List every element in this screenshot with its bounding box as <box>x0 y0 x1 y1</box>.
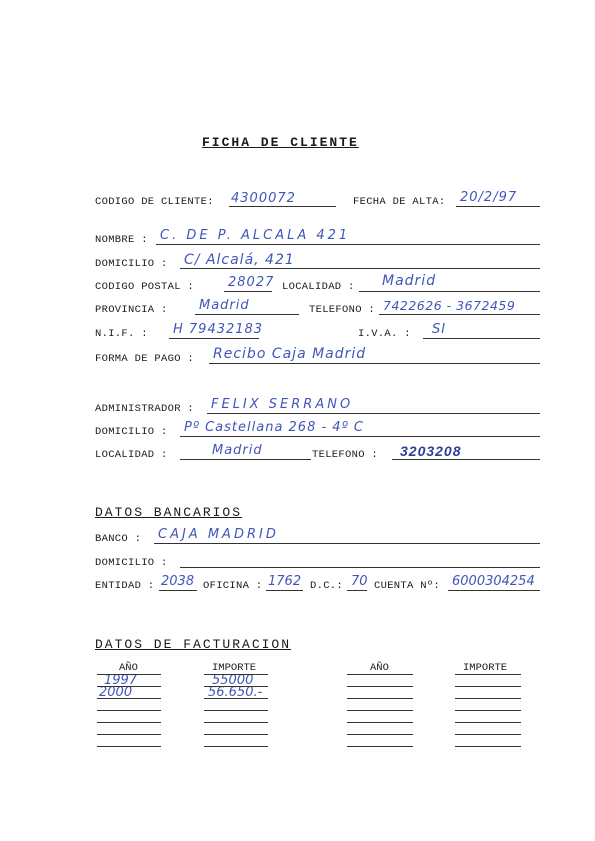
fecha-alta-value[interactable]: 20/2/97 <box>460 190 518 205</box>
forma-pago-line <box>209 363 540 364</box>
iva-label: I.V.A. : <box>358 328 411 340</box>
banco-label: BANCO : <box>95 533 142 545</box>
admin-localidad-label: LOCALIDAD : <box>95 449 168 461</box>
billing-amount-1[interactable]: 55000 <box>212 673 254 688</box>
dc-value[interactable]: 70 <box>351 574 368 589</box>
admin-telefono-value[interactable]: 3203208 <box>400 443 462 459</box>
codigo-cliente-line <box>229 206 336 207</box>
codigo-postal-line <box>224 291 272 292</box>
localidad-value[interactable]: Madrid <box>382 273 437 289</box>
admin-localidad-line <box>180 459 311 460</box>
billing-row-line <box>347 734 413 735</box>
col-year-left: AÑO <box>119 662 138 674</box>
telefono-line <box>379 314 540 315</box>
billing-row-line <box>347 710 413 711</box>
billing-row-line <box>204 722 268 723</box>
billing-row-line <box>455 686 521 687</box>
entidad-line <box>159 590 197 591</box>
admin-domicilio-value[interactable]: Pº Castellana 268 - 4º C <box>184 420 364 435</box>
bank-domicilio-label: DOMICILIO : <box>95 557 168 569</box>
telefono-label: TELEFONO : <box>309 304 376 316</box>
nombre-line <box>156 244 540 245</box>
billing-year-2[interactable]: 2000 <box>99 685 133 700</box>
codigo-postal-value[interactable]: 28027 <box>228 275 275 290</box>
iva-line <box>423 338 540 339</box>
col-amount-right: IMPORTE <box>463 662 508 674</box>
nombre-label: NOMBRE : <box>95 234 148 246</box>
billing-row-line <box>455 746 521 747</box>
localidad-line <box>359 291 540 292</box>
admin-domicilio-label: DOMICILIO : <box>95 426 168 438</box>
admin-domicilio-line <box>180 436 540 437</box>
nif-value[interactable]: H 79432183 <box>173 322 264 337</box>
billing-row-line <box>204 698 268 699</box>
billing-row-line <box>347 746 413 747</box>
billing-row-line <box>97 686 161 687</box>
billing-amount-2[interactable]: 56.650.- <box>208 685 263 700</box>
administrador-label: ADMINISTRADOR : <box>95 403 195 415</box>
billing-row-line <box>204 686 268 687</box>
provincia-value[interactable]: Madrid <box>199 298 250 313</box>
dc-line <box>347 590 367 591</box>
dc-label: D.C.: <box>310 580 344 592</box>
cuenta-line <box>448 590 540 591</box>
localidad-label: LOCALIDAD : <box>282 281 355 293</box>
banco-line <box>154 543 540 544</box>
domicilio-value[interactable]: C/ Alcalá, 421 <box>184 252 295 268</box>
cuenta-value[interactable]: 6000304254 <box>452 574 535 589</box>
billing-row-line <box>455 674 521 675</box>
billing-row-line <box>97 734 161 735</box>
billing-row-line <box>455 734 521 735</box>
billing-row-line <box>347 674 413 675</box>
telefono-value[interactable]: 7422626 - 3672459 <box>383 298 516 313</box>
admin-telefono-line <box>392 459 540 460</box>
page-title: FICHA DE CLIENTE <box>202 135 359 150</box>
billing-row-line <box>97 674 161 675</box>
billing-row-line <box>204 674 268 675</box>
entidad-label: ENTIDAD : <box>95 580 155 592</box>
billing-row-line <box>97 722 161 723</box>
billing-row-line <box>455 698 521 699</box>
col-amount-left: IMPORTE <box>212 662 257 674</box>
billing-row-line <box>455 722 521 723</box>
admin-telefono-label: TELEFONO : <box>312 449 379 461</box>
iva-value[interactable]: SI <box>432 322 447 337</box>
nif-label: N.I.F. : <box>95 328 148 340</box>
domicilio-line <box>180 268 540 269</box>
billing-year-1[interactable]: 1997 <box>104 673 138 688</box>
provincia-label: PROVINCIA : <box>95 304 168 316</box>
col-year-right: AÑO <box>370 662 389 674</box>
nombre-value[interactable]: C. DE P. ALCALA 421 <box>160 228 351 243</box>
administrador-line <box>207 413 540 414</box>
entidad-value[interactable]: 2038 <box>161 574 195 589</box>
codigo-cliente-label: CODIGO DE CLIENTE: <box>95 196 214 208</box>
datos-bancarios-heading: DATOS BANCARIOS <box>95 505 243 520</box>
billing-row-line <box>97 746 161 747</box>
provincia-line <box>195 314 299 315</box>
billing-row-line <box>347 698 413 699</box>
fecha-alta-line <box>456 206 540 207</box>
datos-facturacion-heading: DATOS DE FACTURACION <box>95 637 292 652</box>
oficina-value[interactable]: 1762 <box>268 574 302 589</box>
oficina-label: OFICINA : <box>203 580 263 592</box>
forma-pago-value[interactable]: Recibo Caja Madrid <box>213 346 367 362</box>
billing-row-line <box>204 734 268 735</box>
banco-value[interactable]: CAJA MADRID <box>158 527 279 542</box>
codigo-postal-label: CODIGO POSTAL : <box>95 281 195 293</box>
billing-row-line <box>347 686 413 687</box>
billing-row-line <box>97 710 161 711</box>
administrador-value[interactable]: FELIX SERRANO <box>211 397 354 412</box>
domicilio-label: DOMICILIO : <box>95 258 168 270</box>
billing-row-line <box>204 710 268 711</box>
forma-pago-label: FORMA DE PAGO : <box>95 353 195 365</box>
nif-line <box>169 338 259 339</box>
bank-domicilio-line <box>180 567 540 568</box>
codigo-cliente-value[interactable]: 4300072 <box>231 191 296 206</box>
billing-row-line <box>204 746 268 747</box>
billing-row-line <box>455 710 521 711</box>
oficina-line <box>266 590 303 591</box>
cuenta-label: CUENTA Nº: <box>374 580 441 592</box>
admin-localidad-value[interactable]: Madrid <box>212 443 263 458</box>
billing-row-line <box>347 722 413 723</box>
fecha-alta-label: FECHA DE ALTA: <box>353 196 446 208</box>
billing-row-line <box>97 698 161 699</box>
